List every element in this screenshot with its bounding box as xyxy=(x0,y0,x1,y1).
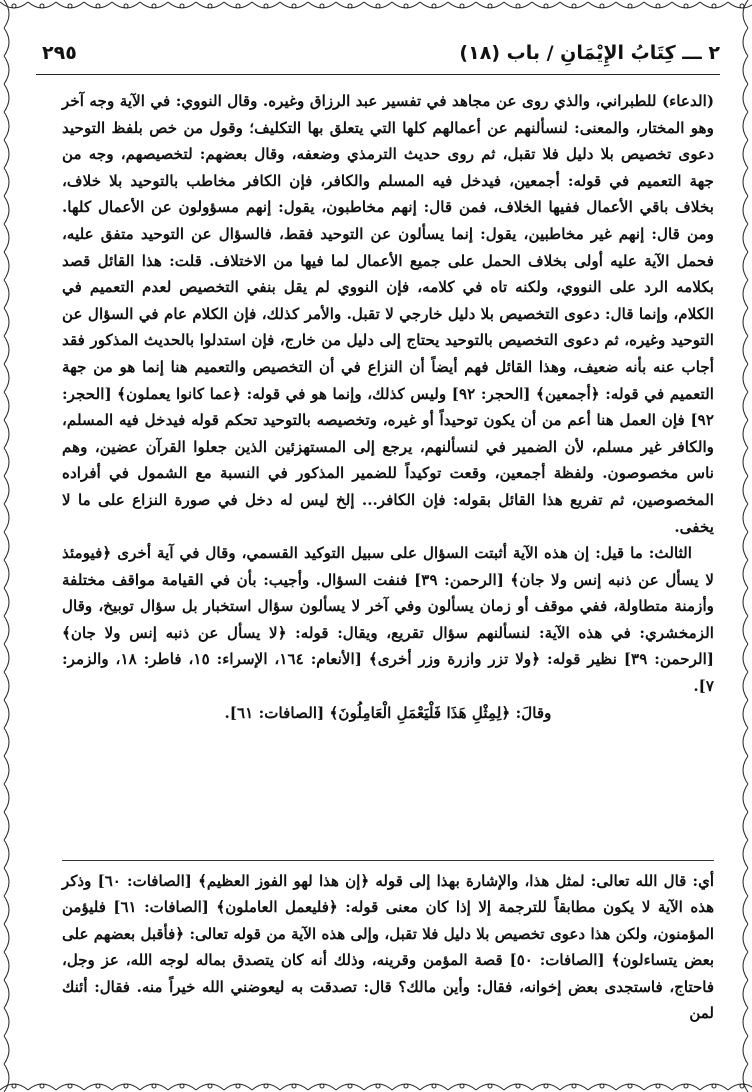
main-text xyxy=(62,88,714,726)
top-ornament-border xyxy=(0,0,752,16)
paragraph-third-point: الثالث: ما قيل: إن هذه الآية أثبتت السؤال على سبيل التوكيد القسمي، وقال في آية أخرى ﴿فيومئذ لا يسأل عن ذنبه إنس ولا جان﴾ [الرحمن: ٣٩] فنفت السؤال. وأجيب: بأن في القيامة مواقف مختلفة وأزمنة متطاولة، ففي موقف أو زمان يسألون وفي آخر لا يسألون سؤال استخبار بل سؤال توبيخ، وقال الزمخشري: في هذه الآية: لنسألنهم سؤال تقريع، ويقال: قوله: ﴿لا يسأل عن ذنبه إنس ولا جان﴾ [الرحمن: ٣٩] نظير قوله: ﴿ولا تزر وازرة وزر أخرى﴾ [الأنعام: ١٦٤، الإسراء: ١٥، فاطر: ١٨، والزمر: ٧]. xyxy=(62,544,714,696)
running-header xyxy=(36,40,720,76)
bottom-ornament-border xyxy=(0,1076,752,1092)
header-rule xyxy=(36,74,720,75)
paragraph-explanation: أي: قال الله تعالى: لمثل هذا، والإشارة بهذا إلى قوله ﴿إن هذا لهو الفوز العظيم﴾ [الصافات: ٦٠] وذكر هذه الآية لا يكون مطابقاً للترجمة إلا إذا كان معنى قوله: ﴿فليعمل العاملون﴾ [الصافات: ٦١] فليؤمن المؤمنون، ولكن هذا دعوى تخصيص بلا دليل فلا تقبل، وإلى هذه الآية من قوله تعالى: ﴿فأقبل بعضهم على بعض يتساءلون﴾ [الصافات: ٥٠] قصة المؤمن وقرينه، وذلك أنه كان يتصدق بماله لوجه الله، عز وجل، فاحتاج، فاستجدى بعض إخوانه، فقال: وأين مالك؟ قال: تصدقت به ليعوضني الله خيراً منه. فقال: أئنك لمن xyxy=(62,872,715,1023)
section-separator xyxy=(62,860,714,861)
explanation-text xyxy=(62,868,714,1026)
page-number: ٢٩٥ xyxy=(42,42,77,64)
left-ornament-border xyxy=(0,0,18,1092)
paragraph-commentary: (الدعاء) للطبراني، والذي روى عن مجاهد في تفسير عبد الرزاق وغيره. وقال النووي: في الآية وجه آخر وهو المختار، والمعنى: لنسألنهم عن أعمالهم كلها التي يتعلق بها التكليف؛ وقول من خص بلفظ التوحيد دعوى تخصيص بلا دليل فلا تقبل، ثم روى حديث الترمذي وضعفه، وقال بعضهم: لتخصيصهم، وجه من جهة التعميم في قوله: أجمعين، فيدخل فيه المسلم والكافر، فإن الكافر مخاطب بالتوحيد بلا خلاف، بخلاف باقي الأعمال ففيها الخلاف، فمن قال: إنهم مخاطبون، يقول: إنهم مسؤولون عن الأعمال كلها. ومن قال: إنهم غير مخاطبين، يقول: إنما يسألون عن التوحيد فقط، فالسؤال عن التوحيد متفق عليه، فحمل الآية عليه أولى بخلاف الحمل على جميع الأعمال لما فيها من الاختلاف. قلت: هذا القائل قصد بكلامه الرد على النووي، ولكنه تاه في كلامه، فإن النووي لم يقل بنفي التخصيص لعدم التعميم في الكلام، وإنما قال: دعوى التخصيص بلا دليل خارجي لا تقبل. والأمر كذلك، فإن الكلام عام في السؤال عن التوحيد وغيره، ثم دعوى التخصيص بالتوحيد يحتاج إلى دليل من خارج، فإن استدلوا بالحديث المذكور فقد أجاب عنه بأنه ضعيف، وهذا القائل فهم أيضاً أن النزاع في أن التخصيص والتعميم هنا إنما هو من جهة التعميم في قوله: ﴿أجمعين﴾ [الحجر: ٩٢] وليس كذلك، وإنما هو في قوله: ﴿عما كانوا يعملون﴾ [الحجر: ٩٢] فإن العمل هنا أعم من أن يكون توحيداً أو غيره، وتخصيصه بالتوحيد تحكم قوله فيدخل فيه المسلم، والكافر غير مسلم، لأن الضمير في لنسألنهم، يرجع إلى المستهزئين الذين جعلوا القرآن عضين، وهم ناس مخصوصون. ولفظة أجمعين، وقعت توكيداً للضمير المذكور في النسبة مع الشمول في أفراده المخصوصين، ثم تفريع هذا القائل بقوله: فإن الكافر... إلخ ليس له دخل في صورة النزاع على ما لا يخفى. xyxy=(62,92,714,536)
right-ornament-border xyxy=(734,0,752,1092)
paragraph-quran-verse: وقالَ: ﴿لِمِثْلِ هَذَا فَلْيَعْمَلِ الْعَامِلُونَ﴾ [الصافات: ٦١]. xyxy=(224,703,552,722)
chapter-title: ٢ ـــ كِتَابُ الإِيْمَانِ / باب (١٨) xyxy=(459,42,720,64)
